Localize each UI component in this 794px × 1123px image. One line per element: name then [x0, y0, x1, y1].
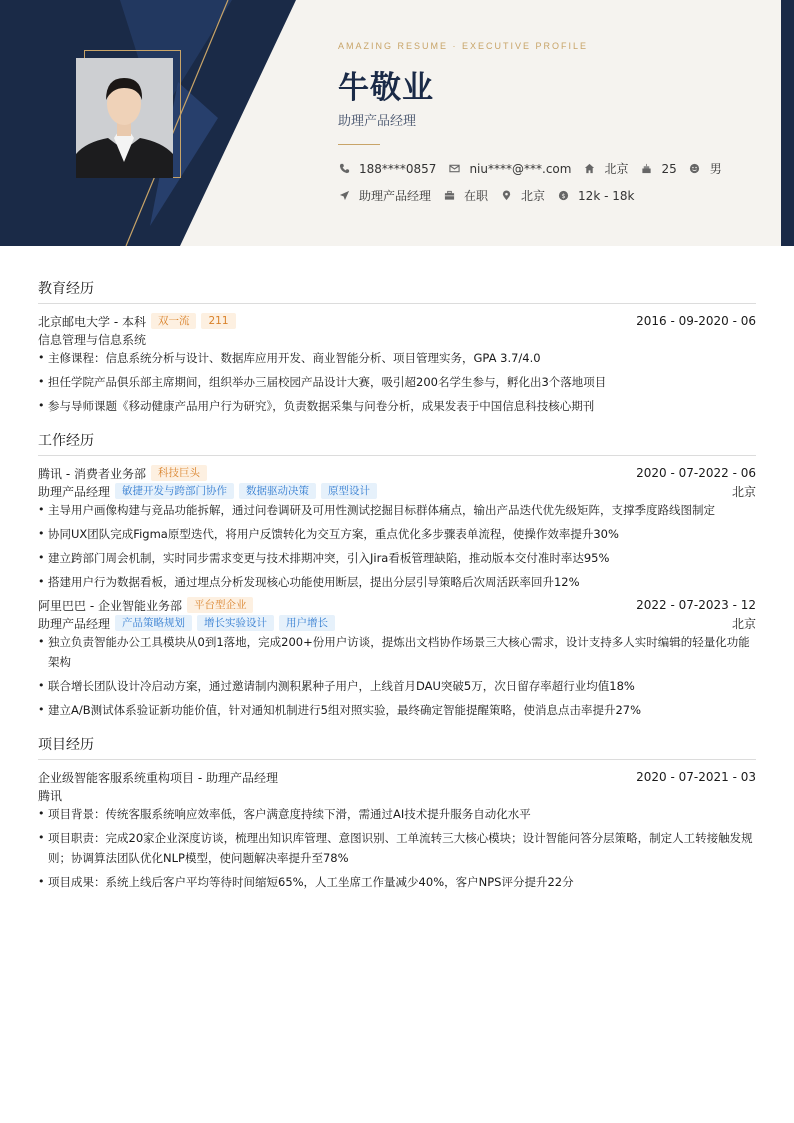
skill-tag: 用户增长	[279, 615, 335, 631]
education-section	[38, 278, 756, 420]
candidate-name: 牛敬业	[338, 70, 434, 106]
list-item: • 项目背景：传统客服系统响应效率低，客户满意度持续下滑，需通过AI技术提升服务自动化水平	[38, 804, 756, 824]
list-item: • 建立跨部门周会机制，实时同步需求变更与技术排期冲突，引入Jira看板管理缺陷，推动版本交付准时率达95%	[38, 548, 756, 568]
skill-tag: 数据驱动决策	[239, 483, 316, 499]
contact-row-1	[338, 160, 734, 177]
location-pin-icon	[500, 190, 512, 202]
list-item: • 建立A/B测试体系验证新功能价值，针对通知机制进行5组对照实验，最终确定智能提醒策略，使消息点击率提升27%	[38, 700, 756, 720]
resume-header	[0, 0, 794, 246]
list-item: • 担任学院产品俱乐部主席期间，组织举办三届校园产品设计大赛，吸引超200名学生参与，孵化出3个落地项目	[38, 372, 756, 392]
contact-row-2	[338, 187, 646, 204]
job-bullets	[38, 500, 756, 592]
gold-divider	[338, 144, 380, 145]
education-entry-head	[38, 312, 756, 330]
cake-icon	[640, 163, 652, 175]
school-name: 北京邮电大学 - 本科	[38, 314, 146, 329]
list-item: • 协同UX团队完成Figma原型迭代，将用户反馈转化为交互方案，重点优化多步骤表单流程，使操作效率提升30%	[38, 524, 756, 544]
project-company: 腾讯	[38, 788, 63, 803]
school-tag: 211	[201, 313, 235, 329]
info-salary: $ 12k - 18k	[557, 189, 634, 203]
list-item: • 项目职责：完成20家企业深度访谈，梳理出知识库管理、意图识别、工单流转三大核心模块；设计智能问答分层策略，制定人工转接触发规则；协调算法团队优化NLP模型，使问题解决率提升至78%	[38, 828, 756, 868]
section-title-projects: 项目经历	[38, 734, 756, 760]
svg-text:$: $	[561, 191, 566, 200]
major: 信息管理与信息系统	[38, 332, 147, 347]
skill-tag: 原型设计	[321, 483, 377, 499]
info-status: 在职	[443, 187, 488, 204]
list-item: • 独立负责智能办公工具模块从0到1落地，完成200+份用户访谈，提炼出文档协作场景三大核心需求，设计支持多人实时编辑的轻量化功能架构	[38, 632, 756, 672]
info-city: 北京	[583, 160, 628, 177]
job-city: 北京	[731, 484, 756, 499]
list-item: • 参与导师课题《移动健康产品用户行为研究》，负责数据采集与问卷分析，成果发表于中国信息科技核心期刊	[38, 396, 756, 416]
skill-tag: 敏捷开发与跨部门协作	[115, 483, 234, 499]
project-name: 企业级智能客服系统重构项目 - 助理产品经理	[38, 770, 278, 785]
info-target-role: 助理产品经理	[338, 187, 431, 204]
salary-icon	[557, 190, 569, 202]
project-bullets	[38, 804, 756, 892]
job-role-line	[38, 482, 756, 500]
header-tagline: AMAZING RESUME · EXECUTIVE PROFILE	[338, 41, 589, 51]
school-tag: 双一流	[151, 313, 197, 329]
list-item: • 搭建用户行为数据看板，通过埋点分析发现核心功能使用断层，提出分层引导策略后次周活跃率回升12%	[38, 572, 756, 592]
briefcase-icon	[443, 190, 455, 202]
mail-icon	[448, 163, 460, 175]
list-item: • 项目成果：系统上线后客户平均等待时间缩短65%，人工坐席工作量减少40%，客户NPS评分提升22分	[38, 872, 756, 892]
info-phone: 188****0857	[338, 162, 436, 176]
job-date: 2020 - 07-2022 - 06	[636, 466, 756, 480]
gender-icon	[689, 163, 701, 175]
info-email: niu****@***.com	[448, 162, 571, 176]
education-date: 2016 - 09-2020 - 06	[636, 314, 756, 328]
company-name: 阿里巴巴 - 企业智能业务部	[38, 598, 182, 613]
education-bullets	[38, 348, 756, 416]
profile-photo	[76, 58, 173, 178]
list-item: • 主导用户画像构建与竞品功能拆解，通过问卷调研及可用性测试挖掘目标群体痛点，输出产品迭代优先级矩阵，支撑季度路线图制定	[38, 500, 756, 520]
info-target-city: 北京	[500, 187, 545, 204]
skill-tag: 产品策略规划	[115, 615, 192, 631]
job-role: 助理产品经理	[38, 616, 111, 631]
job-city: 北京	[731, 616, 756, 631]
header-right-bar	[781, 0, 794, 246]
project-date: 2020 - 07-2021 - 03	[636, 770, 756, 784]
section-title-work: 工作经历	[38, 430, 756, 456]
phone-icon	[338, 163, 350, 175]
projects-section	[38, 734, 756, 896]
company-tag: 平台型企业	[187, 597, 254, 613]
skill-tag: 增长实验设计	[197, 615, 274, 631]
job-role-line	[38, 614, 756, 632]
candidate-title: 助理产品经理	[338, 114, 417, 129]
company-tag: 科技巨头	[151, 465, 207, 481]
home-icon	[583, 163, 595, 175]
list-item: • 主修课程：信息系统分析与设计、数据库应用开发、商业智能分析、项目管理实务，GPA 3.7/4.0	[38, 348, 756, 368]
company-name: 腾讯 - 消费者业务部	[38, 466, 146, 481]
info-gender: 男	[689, 160, 722, 177]
send-icon	[338, 190, 350, 202]
work-section	[38, 430, 756, 724]
job-role: 助理产品经理	[38, 484, 111, 499]
job-entry-head	[38, 464, 756, 482]
job-entry-head	[38, 596, 756, 614]
job-bullets	[38, 632, 756, 720]
list-item: • 联合增长团队设计冷启动方案，通过邀请制内测积累种子用户，上线首月DAU突破5万，次日留存率超行业均值18%	[38, 676, 756, 696]
job-date: 2022 - 07-2023 - 12	[636, 598, 756, 612]
section-title-education: 教育经历	[38, 278, 756, 304]
info-age: 25	[640, 162, 676, 176]
project-entry-head	[38, 768, 756, 786]
